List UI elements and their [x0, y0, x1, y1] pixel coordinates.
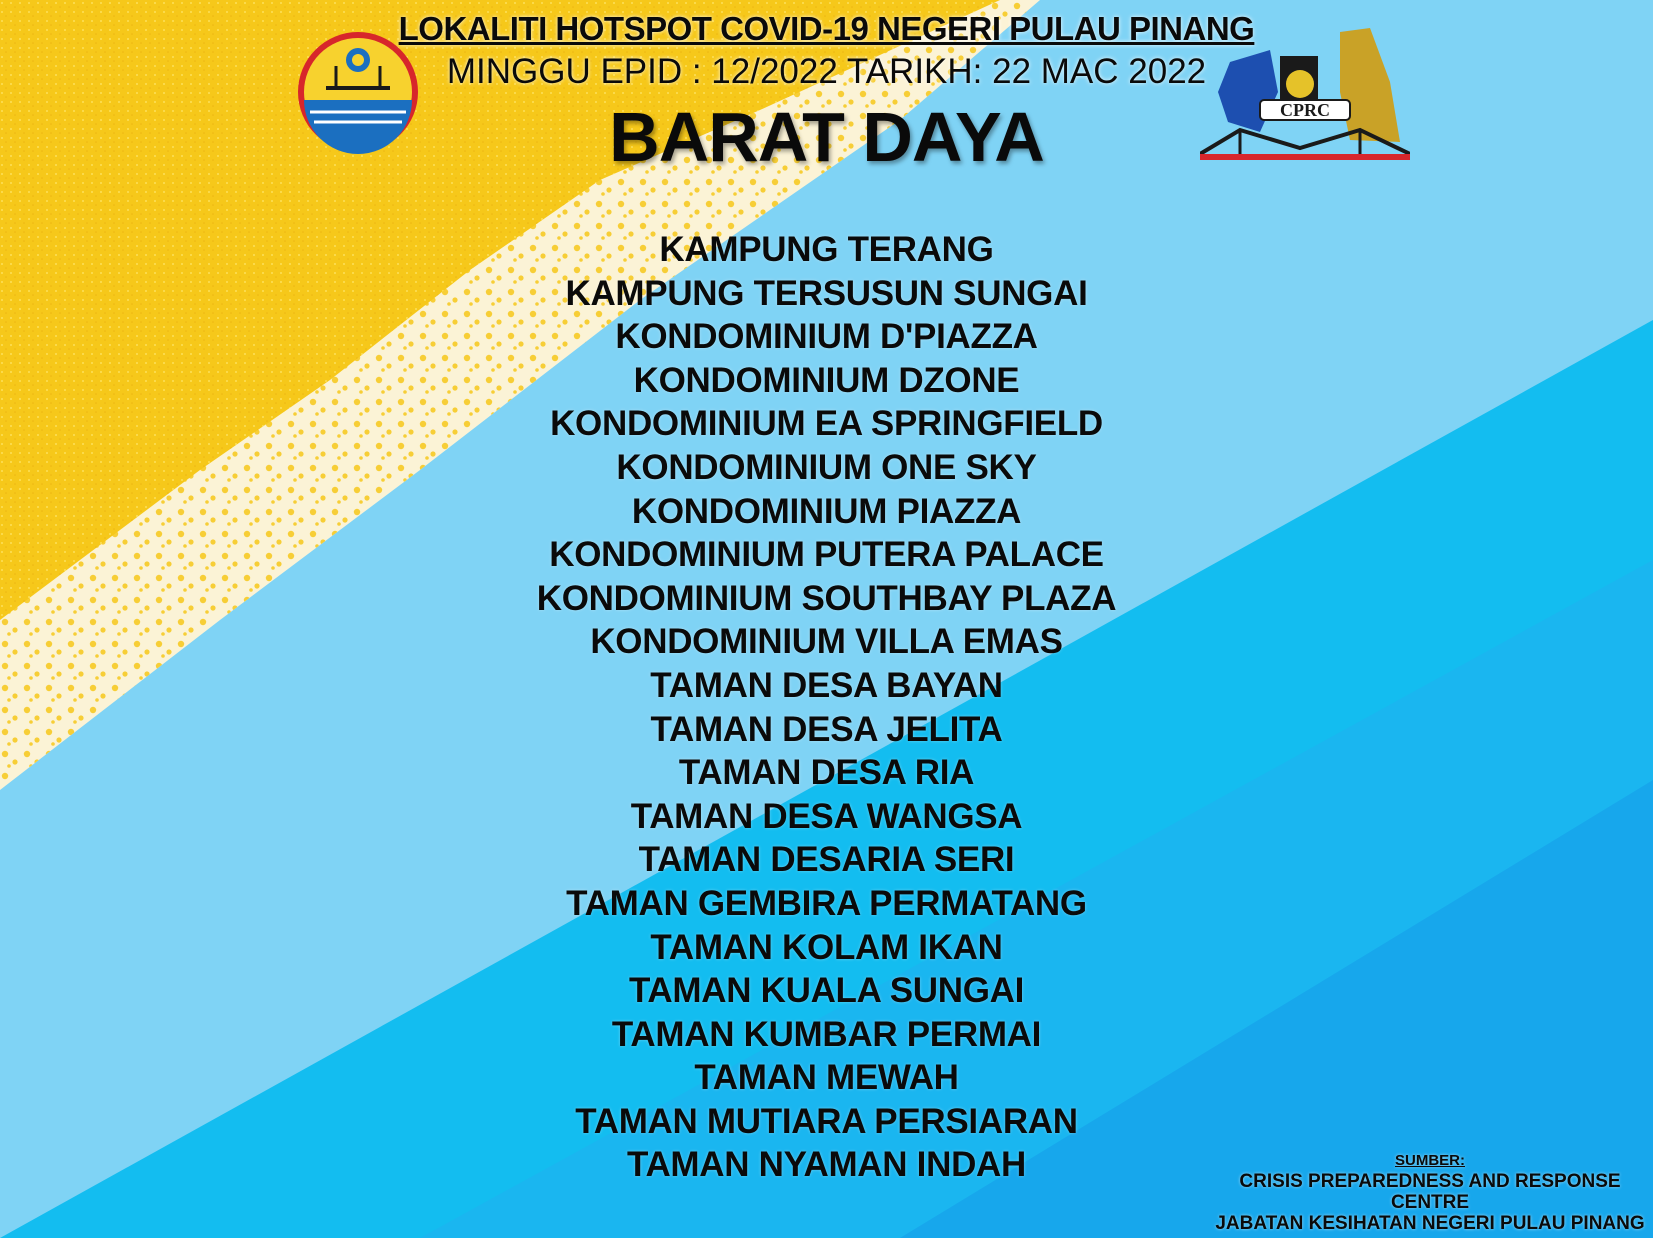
list-item: KONDOMINIUM PIAZZA [631, 491, 1022, 531]
list-item: KONDOMINIUM EA SPRINGFIELD [550, 404, 1103, 444]
page-title: LOKALITI HOTSPOT COVID-19 NEGERI PULAU PINANG [398, 10, 1255, 47]
list-item: TAMAN DESARIA SERI [638, 840, 1015, 880]
list-item: TAMAN GEMBIRA PERMATANG [566, 883, 1087, 923]
list-item: KAMPUNG TERSUSUN SUNGAI [565, 273, 1088, 313]
source-label: SUMBER: [1395, 1152, 1465, 1169]
list-item: TAMAN DESA JELITA [650, 709, 1003, 749]
list-item: TAMAN DESA WANGSA [630, 796, 1023, 836]
list-item: KONDOMINIUM VILLA EMAS [590, 622, 1063, 662]
list-item: TAMAN NYAMAN INDAH [626, 1145, 1027, 1185]
svg-text:CPRC: CPRC [1280, 100, 1330, 120]
locality-list [0, 228, 1653, 1187]
list-item: KAMPUNG TERANG [659, 230, 994, 269]
list-item: KONDOMINIUM DZONE [633, 360, 1020, 400]
list-item: TAMAN MEWAH [694, 1058, 959, 1098]
source-line: JABATAN KESIHATAN NEGERI PULAU PINANG [1215, 1213, 1645, 1234]
list-item: KONDOMINIUM ONE SKY [616, 447, 1037, 487]
list-item: TAMAN DESA RIA [678, 753, 975, 793]
source-credit [1200, 1150, 1653, 1234]
list-item: KONDOMINIUM SOUTHBAY PLAZA [536, 578, 1117, 618]
source-line: CRISIS PREPAREDNESS AND RESPONSE [1239, 1171, 1621, 1192]
source-line: CENTRE [1390, 1192, 1470, 1213]
list-item: TAMAN KUALA SUNGAI [628, 971, 1025, 1011]
list-item: TAMAN DESA BAYAN [650, 665, 1003, 705]
list-item: TAMAN MUTIARA PERSIARAN [575, 1101, 1078, 1141]
list-item: KONDOMINIUM PUTERA PALACE [549, 535, 1104, 575]
list-item: TAMAN KUMBAR PERMAI [611, 1014, 1042, 1054]
list-item: KONDOMINIUM D'PIAZZA [615, 317, 1038, 357]
list-item: TAMAN KOLAM IKAN [650, 927, 1003, 967]
district-heading: BARAT DAYA [609, 98, 1044, 176]
epid-week-date: MINGGU EPID : 12/2022 TARIKH: 22 MAC 2022 [446, 52, 1207, 91]
